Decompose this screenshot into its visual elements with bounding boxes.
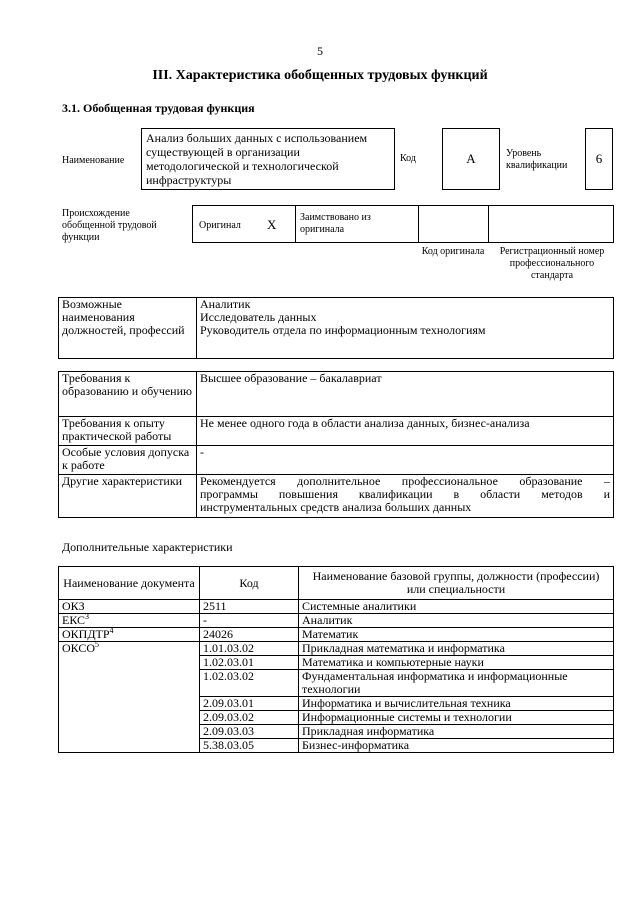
positions-row <box>59 298 614 359</box>
position-item: Аналитик <box>200 297 251 311</box>
position-item: Исследователь данных <box>200 310 317 324</box>
positions-table <box>58 297 614 359</box>
code-cell: 2.09.03.02 <box>200 711 299 725</box>
code-cell: 1.01.03.02 <box>200 642 299 656</box>
name-cell: Системные аналитики <box>299 600 614 614</box>
table-row <box>59 628 614 642</box>
requirement-value <box>197 475 614 518</box>
footnote-ref: 5 <box>95 640 100 649</box>
name-cell: Аналитик <box>299 614 614 628</box>
requirement-row <box>59 372 614 417</box>
page-number: 5 <box>317 44 323 58</box>
origin-label: Происхождение обобщенной трудовой функции <box>62 208 157 243</box>
code-value-box <box>442 128 500 190</box>
code-label: Код <box>400 153 416 164</box>
function-name-value: Анализ больших данных с использованием существующей в организации методологической и технологической инфраструктуры <box>146 131 368 187</box>
code-cell: 1.02.03.01 <box>200 656 299 670</box>
requirement-label: Другие характеристики <box>59 475 197 518</box>
code-cell: 5.38.03.05 <box>200 739 299 753</box>
table-row <box>59 600 614 614</box>
name-cell: Математика и компьютерные науки <box>299 656 614 670</box>
positions-label: Возможные наименования должностей, профессий <box>59 298 197 359</box>
requirement-value-line: инструментальных средств анализа больших данных <box>200 500 472 514</box>
function-name-box <box>141 128 395 190</box>
requirement-row <box>59 446 614 475</box>
doc-cell <box>59 600 200 614</box>
name-cell: Фундаментальная информатика и информационные технологии <box>299 670 614 697</box>
extra-header-row <box>59 567 614 600</box>
requirement-value: - <box>197 446 614 475</box>
requirements-table <box>58 371 614 518</box>
level-value: 6 <box>595 151 603 166</box>
extra-header-name: Наименование базовой группы, должности (профессии) или специальности <box>299 567 614 600</box>
extra-header-doc: Наименование документа <box>59 567 200 600</box>
doc-name: ЕКС <box>62 613 86 627</box>
origin-divider-3 <box>488 206 489 242</box>
doc-cell <box>59 628 200 642</box>
requirement-value-line: программы повышения квалификации в области методов и <box>200 487 610 501</box>
doc-cell <box>59 642 200 753</box>
position-item: Руководитель отдела по информационным технологиям <box>200 323 486 337</box>
requirement-value: Высшее образование – бакалавриат <box>197 372 614 417</box>
borrowed-label: Заимствовано из оригинала <box>300 212 371 235</box>
original-label: Оригинал <box>199 220 241 231</box>
requirement-label: Требования к образованию и обучению <box>59 372 197 417</box>
table-row <box>59 642 614 656</box>
origin-divider-2 <box>418 206 419 242</box>
code-cell: - <box>200 614 299 628</box>
name-cell: Математик <box>299 628 614 642</box>
extra-header-code: Код <box>200 567 299 600</box>
origin-divider-1 <box>295 206 296 242</box>
requirement-label: Особые условия допуска к работе <box>59 446 197 475</box>
footnote-ref: 3 <box>85 612 90 621</box>
requirement-value: Не менее одного года в области анализа данных, бизнес-анализа <box>197 417 614 446</box>
code-original-label: Код оригинала <box>421 246 485 257</box>
subsection-title: 3.1. Обобщенная трудовая функция <box>62 101 255 115</box>
name-label: Наименование <box>62 155 125 166</box>
requirement-row <box>59 475 614 518</box>
reg-number-label: Регистрационный номер профессионального стандарта <box>499 246 605 281</box>
extra-table <box>58 566 614 753</box>
requirement-row <box>59 417 614 446</box>
doc-name: ОКЗ <box>62 599 85 613</box>
level-label: Уровень квалификации <box>506 148 568 171</box>
additional-title: Дополнительные характеристики <box>62 540 233 554</box>
requirement-value-line: Рекомендуется дополнительное профессиональное образование – <box>200 474 610 488</box>
table-row <box>59 614 614 628</box>
code-cell: 2.09.03.03 <box>200 725 299 739</box>
name-cell: Информационные системы и технологии <box>299 711 614 725</box>
doc-cell <box>59 614 200 628</box>
name-cell: Бизнес-информатика <box>299 739 614 753</box>
code-cell: 2511 <box>200 600 299 614</box>
name-cell: Прикладная информатика <box>299 725 614 739</box>
name-cell: Прикладная математика и информатика <box>299 642 614 656</box>
origin-box <box>192 205 614 243</box>
original-mark: X <box>267 217 277 232</box>
name-cell: Информатика и вычислительная техника <box>299 697 614 711</box>
footnote-ref: 4 <box>109 626 114 635</box>
code-value: A <box>466 151 476 166</box>
requirement-label: Требования к опыту практической работы <box>59 417 197 446</box>
code-cell: 2.09.03.01 <box>200 697 299 711</box>
section-title: III. Характеристика обобщенных трудовых функций <box>152 68 488 83</box>
doc-name: ОКСО <box>62 641 96 655</box>
level-value-box <box>585 128 613 190</box>
doc-name: ОКПДТР <box>62 627 110 641</box>
code-cell: 24026 <box>200 628 299 642</box>
code-cell: 1.02.03.02 <box>200 670 299 697</box>
positions-values <box>197 298 614 359</box>
